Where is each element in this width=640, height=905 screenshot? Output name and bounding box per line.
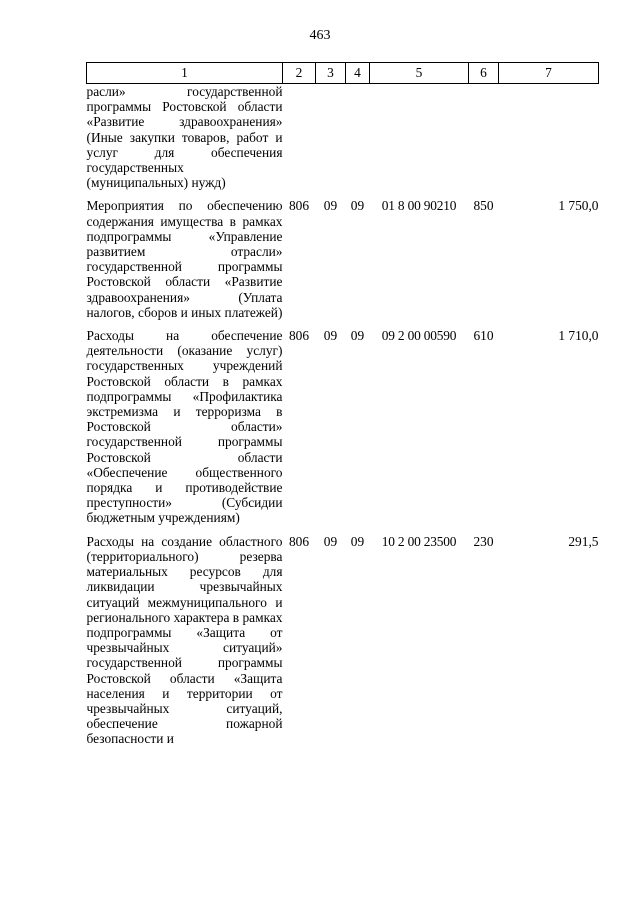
subsection-code: 09 xyxy=(350,328,365,344)
target-article-code xyxy=(370,84,469,191)
amount-value xyxy=(499,84,599,191)
budget-table xyxy=(86,62,599,747)
column-header: 2 xyxy=(283,63,316,84)
amount-value: 1 750,0 xyxy=(558,198,599,214)
row-description: Расходы на создание областного (территориального) резерва материальных ресурсов для ликвидации чрезвычайных ситуаций межмуниципального и регионального характера в рамках подпрограммы «Защита от чрезвычайных ситуаций» государственной программы Ростовской области «Защита населения и территории от чрезвычайных ситуаций, обеспечение пожарной безопасности и xyxy=(86,533,283,747)
column-header: 7 xyxy=(499,63,599,84)
table-header-row xyxy=(87,63,599,84)
amount-value: 1 710,0 xyxy=(558,328,599,344)
column-header: 5 xyxy=(370,63,469,84)
target-article-code: 10 2 00 23500 xyxy=(381,533,457,549)
table-row xyxy=(87,534,599,747)
subsection-code: 09 xyxy=(350,198,365,214)
table-row xyxy=(87,328,599,526)
section-code xyxy=(316,84,346,191)
target-article-code: 01 8 00 90210 xyxy=(381,198,457,214)
subsection-code: 09 xyxy=(350,533,365,549)
expense-type-code: 850 xyxy=(473,198,494,214)
section-code: 09 xyxy=(323,533,338,549)
row-description: расли» государственной программы Ростовской области «Развитие здравоохранения» (Иные закупки товаров, работ и услуг для обеспечения государственных (муниципальных) нужд) xyxy=(86,84,283,191)
section-code: 09 xyxy=(323,198,338,214)
ministry-code: 806 xyxy=(288,198,310,214)
ministry-code: 806 xyxy=(288,533,310,549)
column-header: 3 xyxy=(316,63,346,84)
section-code: 09 xyxy=(323,328,338,344)
ministry-code: 806 xyxy=(288,328,310,344)
table-row xyxy=(87,198,599,320)
ministry-code xyxy=(283,84,316,191)
row-description: Расходы на обеспечение деятельности (оказание услуг) государственных учреждений Ростовской области в рамках подпрограммы «Профилактика экстремизма и терроризма в Ростовской области» государственной программы Ростовской области «Обеспечение общественного порядка и противодействие преступности» (Субсидии бюджетным учреждениям) xyxy=(86,328,283,526)
column-header: 4 xyxy=(346,63,370,84)
expense-type-code: 610 xyxy=(473,328,494,344)
amount-value: 291,5 xyxy=(568,533,599,549)
row-description: Мероприятия по обеспечению содержания имущества в рамках подпрограммы «Управление развитием отрасли» государственной программы Ростовской области «Развитие здравоохранения» (Уплата налогов, сборов и иных платежей) xyxy=(86,198,283,320)
column-header: 1 xyxy=(87,63,283,84)
column-header: 6 xyxy=(469,63,499,84)
expense-type-code: 230 xyxy=(473,533,494,549)
subsection-code xyxy=(346,84,370,191)
target-article-code: 09 2 00 00590 xyxy=(381,328,457,344)
table-row xyxy=(87,84,599,191)
page-number: 463 xyxy=(309,28,331,43)
expense-type-code xyxy=(469,84,499,191)
